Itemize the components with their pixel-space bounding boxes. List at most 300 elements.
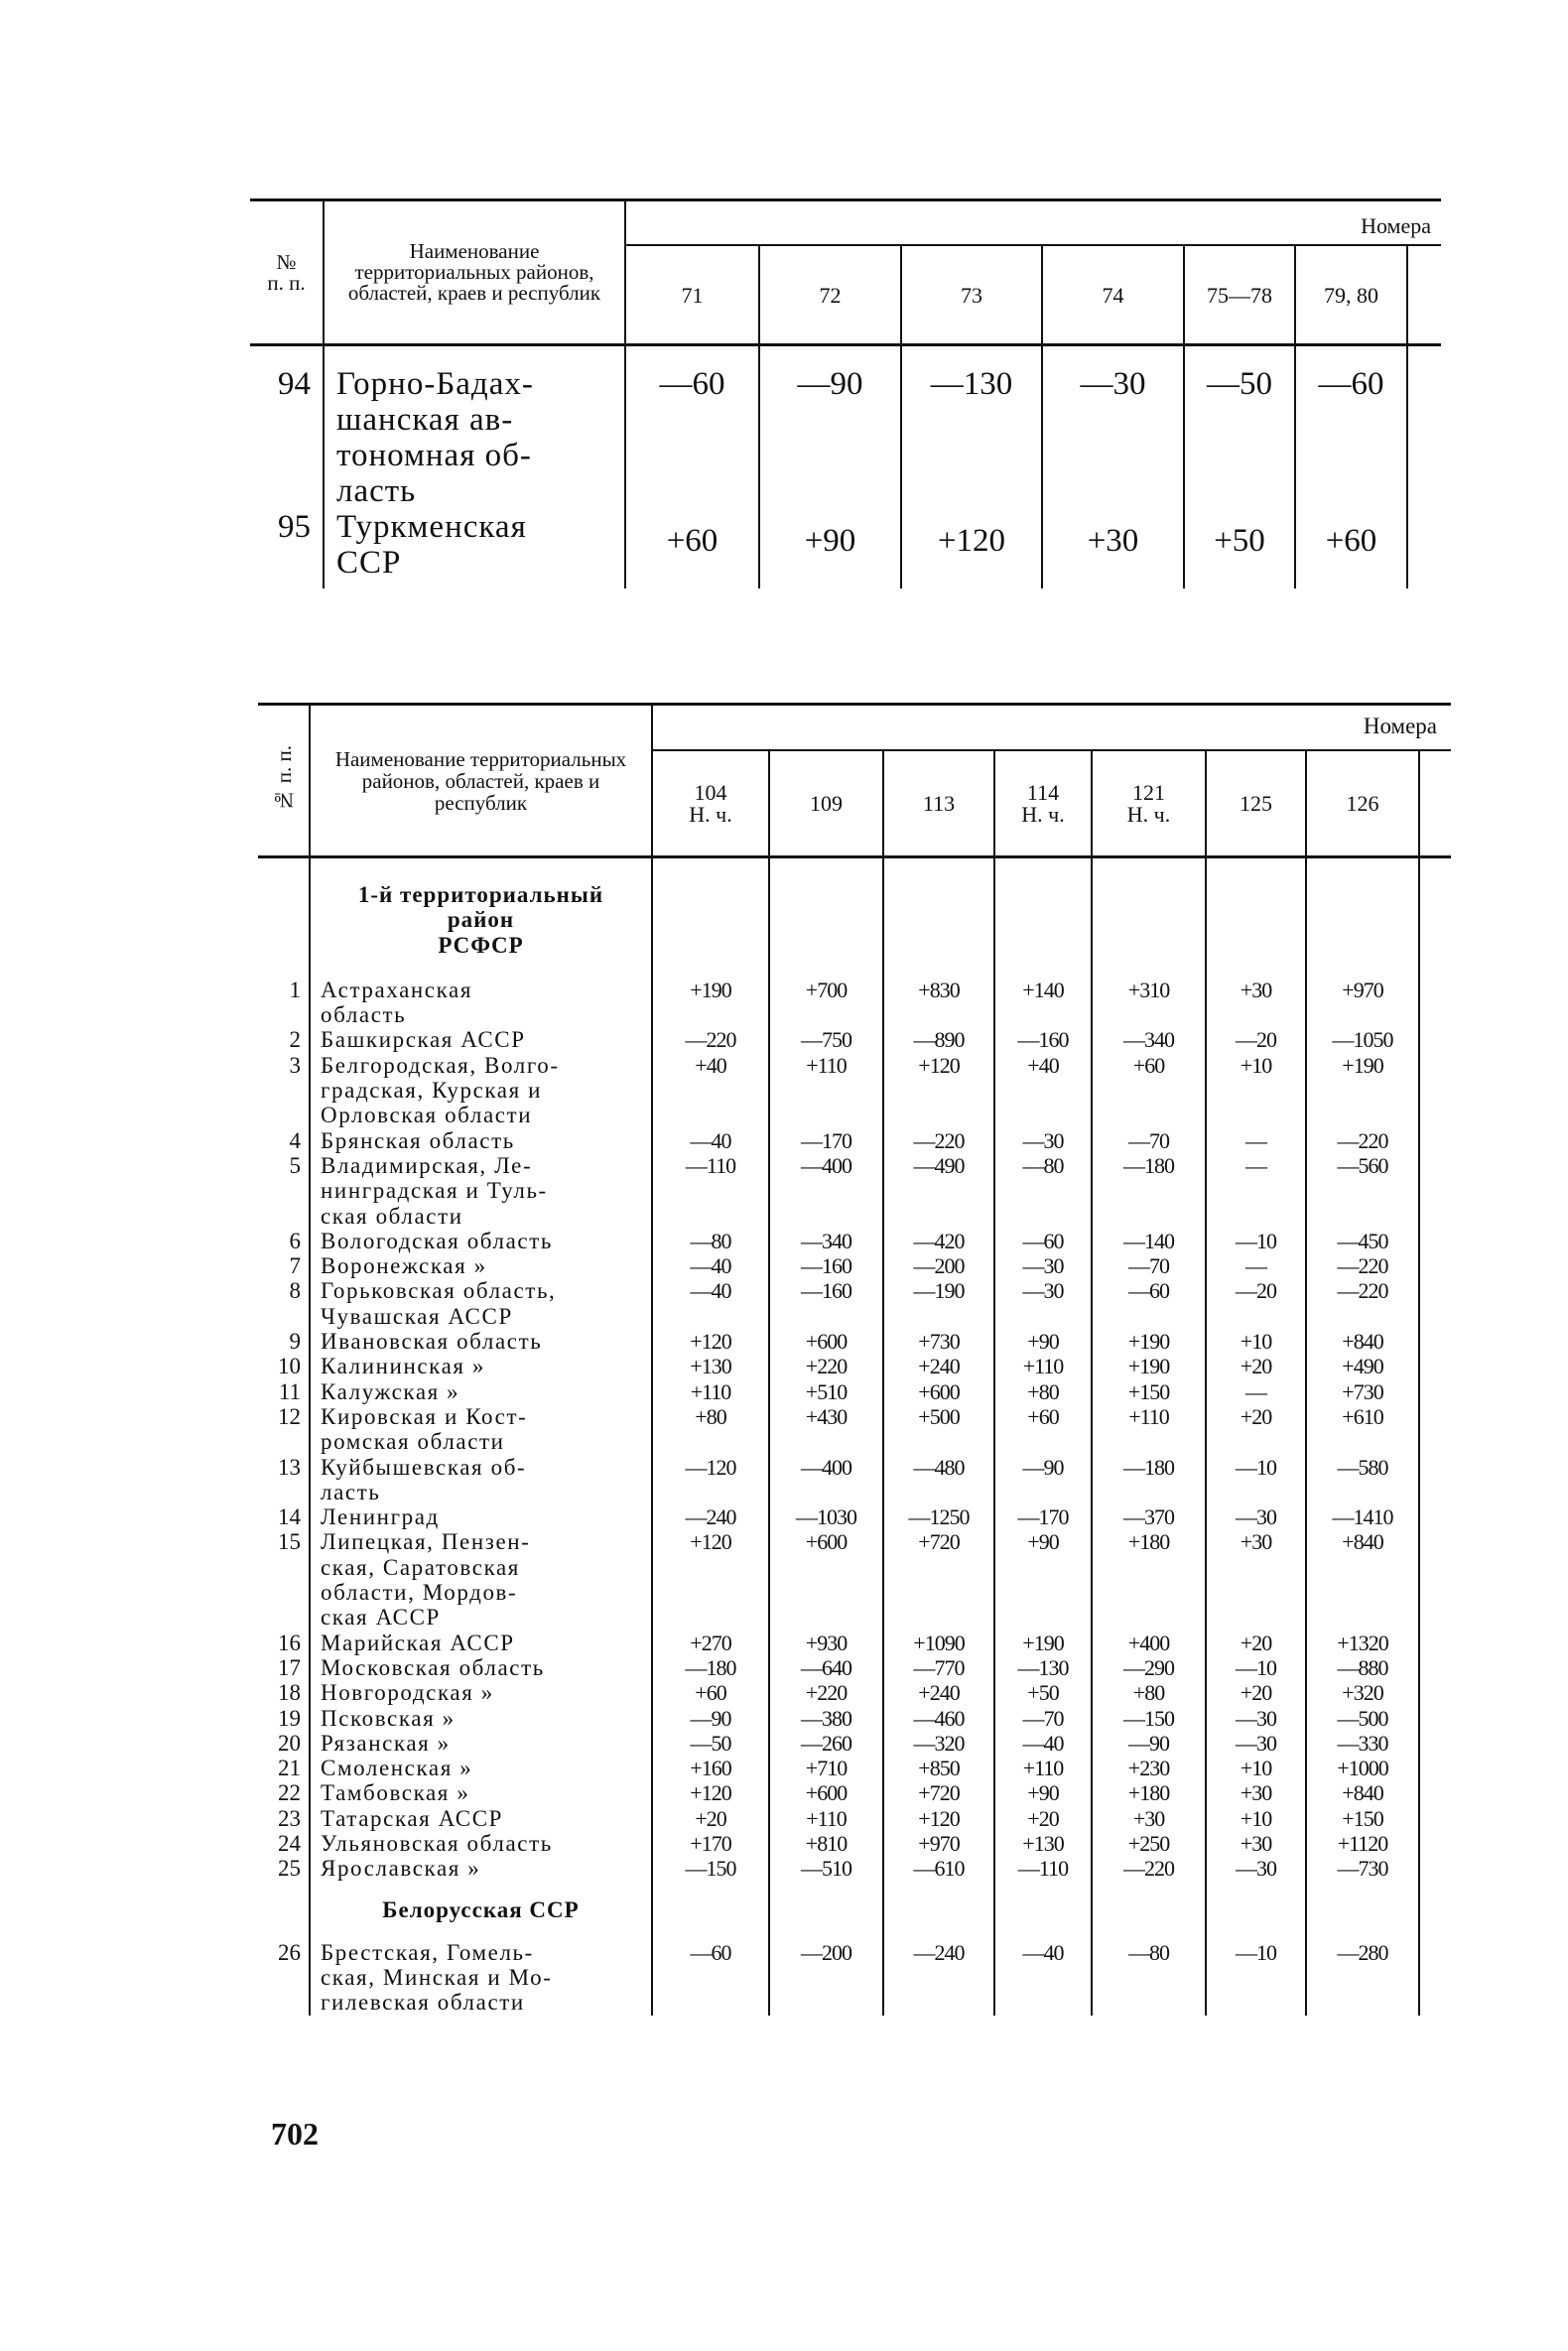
- table-row: [258, 1504, 1451, 1529]
- value-cell: +1090: [883, 1631, 994, 1655]
- column-header-number: [258, 705, 310, 857]
- column-header-2: 113: [883, 750, 994, 857]
- value-cell: +30: [1206, 1529, 1306, 1630]
- empty-cell: [1306, 857, 1419, 978]
- region-name: Новгородская »: [310, 1680, 652, 1705]
- spacer-cell: [1419, 1856, 1451, 1881]
- value-cell: +110: [769, 1053, 883, 1128]
- value-cell: +220: [769, 1680, 883, 1705]
- value-cell: +90: [994, 1329, 1092, 1354]
- table-row: [258, 1354, 1451, 1378]
- value-cell: —160: [994, 1027, 1092, 1052]
- empty-cell: [994, 857, 1092, 978]
- spacer-cell: [1419, 1504, 1451, 1529]
- regions-table-main: [258, 703, 1451, 2016]
- value-cell: +20: [994, 1806, 1092, 1831]
- table-row: [258, 1253, 1451, 1278]
- value-cell: —420: [883, 1229, 994, 1253]
- row-number: 20: [278, 1730, 301, 1756]
- value-cell: —90: [652, 1706, 769, 1731]
- value-cell: —340: [769, 1229, 883, 1253]
- value-cell: —130: [994, 1655, 1092, 1680]
- value-cell: +190: [1306, 1053, 1419, 1128]
- table-row: [258, 1053, 1451, 1128]
- table-row: [258, 1940, 1451, 2016]
- region-name: Воронежская »: [310, 1253, 652, 1278]
- value-cell: +840: [1306, 1780, 1419, 1805]
- table-row: [258, 1780, 1451, 1805]
- value-cell: —330: [1306, 1731, 1419, 1756]
- value-cell: +180: [1092, 1780, 1206, 1805]
- row-number: [258, 1882, 310, 1940]
- region-name: Владимирская, Ле- нинградская и Туль- ская области: [310, 1153, 652, 1229]
- value-cell: +110: [652, 1379, 769, 1404]
- spacer-cell: [1419, 1128, 1451, 1153]
- value-cell: +20: [1206, 1354, 1306, 1378]
- value-cell: —730: [1306, 1856, 1419, 1881]
- value-cell: +90: [994, 1780, 1092, 1805]
- row-number: 94: [278, 366, 311, 402]
- value-cell: —450: [1306, 1229, 1419, 1253]
- value-cell: —120: [652, 1455, 769, 1505]
- empty-cell: [994, 1882, 1092, 1940]
- row-number: 3: [289, 1052, 301, 1078]
- value-cell: —50: [652, 1731, 769, 1756]
- table-row: [258, 1379, 1451, 1404]
- section-title: Белорусская ССР: [310, 1882, 652, 1940]
- value-cell: —40: [994, 1940, 1092, 2016]
- value-cell: —: [1206, 1253, 1306, 1278]
- empty-cell: [769, 1882, 883, 1940]
- value-cell: —880: [1306, 1655, 1419, 1680]
- value-cell: —90: [759, 345, 901, 510]
- value-cell: +600: [769, 1529, 883, 1630]
- value-cell: —160: [769, 1278, 883, 1329]
- value-cell: +30: [1042, 509, 1184, 588]
- column-header-4: 121 Н. ч.: [1092, 750, 1206, 857]
- value-cell: —220: [883, 1128, 994, 1153]
- value-cell: +160: [652, 1756, 769, 1780]
- region-name: Тамбовская »: [310, 1780, 652, 1805]
- page-number: 702: [271, 2116, 319, 2152]
- region-name: Горьковская область, Чувашская АССР: [310, 1278, 652, 1329]
- value-cell: +190: [994, 1631, 1092, 1655]
- region-name: Белгородская, Волго- градская, Курская и Орловская области: [310, 1053, 652, 1128]
- spacer-cell: [1419, 1278, 1451, 1329]
- value-cell: —80: [652, 1229, 769, 1253]
- value-cell: —290: [1092, 1655, 1206, 1680]
- table-row: [258, 1404, 1451, 1455]
- column-header-6: 126: [1306, 750, 1419, 857]
- table-row: [258, 1631, 1451, 1655]
- section-header-row: [258, 1882, 1451, 1940]
- value-cell: —130: [901, 345, 1042, 510]
- row-number: 14: [278, 1504, 301, 1530]
- column-header-2: 73: [901, 245, 1042, 345]
- region-name: Татарская АССР: [310, 1806, 652, 1831]
- value-cell: +20: [1206, 1404, 1306, 1455]
- value-cell: +190: [652, 978, 769, 1028]
- value-cell: —30: [1042, 345, 1184, 510]
- value-cell: +190: [1092, 1329, 1206, 1354]
- value-cell: +270: [652, 1631, 769, 1655]
- value-cell: —500: [1306, 1706, 1419, 1731]
- row-number: 9: [289, 1329, 301, 1355]
- spacer-cell: [1419, 1379, 1451, 1404]
- value-cell: +730: [883, 1329, 994, 1354]
- spacer-cell: [1419, 1940, 1451, 2016]
- value-cell: —80: [994, 1153, 1092, 1229]
- empty-cell: [1306, 1882, 1419, 1940]
- row-number: 8: [289, 1278, 301, 1304]
- value-cell: +170: [652, 1831, 769, 1856]
- value-cell: +240: [883, 1680, 994, 1705]
- value-cell: +30: [1206, 978, 1306, 1028]
- value-cell: +190: [1092, 1354, 1206, 1378]
- value-cell: —30: [994, 1278, 1092, 1329]
- table-row: [258, 1806, 1451, 1831]
- row-number: 10: [278, 1354, 301, 1379]
- column-group-numbers: Номера: [625, 200, 1441, 246]
- value-cell: +10: [1206, 1329, 1306, 1354]
- value-cell: —20: [1206, 1278, 1306, 1329]
- region-name: Вологодская область: [310, 1229, 652, 1253]
- value-cell: —: [1206, 1379, 1306, 1404]
- value-cell: —190: [883, 1278, 994, 1329]
- value-cell: —480: [883, 1455, 994, 1505]
- column-header-spacer: [1419, 750, 1451, 857]
- spacer-cell: [1419, 1027, 1451, 1052]
- table-row: [258, 978, 1451, 1028]
- value-cell: +50: [1184, 509, 1295, 588]
- value-cell: +220: [769, 1354, 883, 1378]
- value-cell: —90: [994, 1455, 1092, 1505]
- column-header-3: 114 Н. ч.: [994, 750, 1092, 857]
- value-cell: —30: [994, 1128, 1092, 1153]
- value-cell: —: [1206, 1153, 1306, 1229]
- empty-cell: [1206, 1882, 1306, 1940]
- section-header-row: [258, 857, 1451, 978]
- column-header-5: 125: [1206, 750, 1306, 857]
- value-cell: +120: [652, 1529, 769, 1630]
- value-cell: +60: [1092, 1053, 1206, 1128]
- value-cell: —60: [652, 1940, 769, 2016]
- value-cell: —150: [1092, 1706, 1206, 1731]
- spacer-cell: [1419, 1706, 1451, 1731]
- value-cell: —770: [883, 1655, 994, 1680]
- value-cell: +600: [883, 1379, 994, 1404]
- value-cell: +40: [652, 1053, 769, 1128]
- value-cell: —260: [769, 1731, 883, 1756]
- value-cell: —40: [652, 1128, 769, 1153]
- spacer-cell: [1419, 1354, 1451, 1378]
- value-cell: +80: [1092, 1680, 1206, 1705]
- value-cell: —110: [652, 1153, 769, 1229]
- value-cell: +430: [769, 1404, 883, 1455]
- row-number: 13: [278, 1454, 301, 1480]
- value-cell: +310: [1092, 978, 1206, 1028]
- value-cell: +730: [1306, 1379, 1419, 1404]
- empty-cell: [1092, 1882, 1206, 1940]
- value-cell: +810: [769, 1831, 883, 1856]
- value-cell: +610: [1306, 1404, 1419, 1455]
- region-name: Горно-Бадах- шанская ав- тономная об- ласть: [324, 345, 625, 510]
- value-cell: —110: [994, 1856, 1092, 1881]
- value-cell: —40: [652, 1253, 769, 1278]
- region-name: Калининская »: [310, 1354, 652, 1378]
- value-cell: +120: [883, 1806, 994, 1831]
- value-cell: +600: [769, 1329, 883, 1354]
- value-cell: +60: [1295, 509, 1407, 588]
- row-number: 26: [278, 1939, 301, 1965]
- value-cell: —80: [1092, 1940, 1206, 2016]
- value-cell: +140: [994, 978, 1092, 1028]
- table-row: [258, 1455, 1451, 1505]
- empty-cell: [769, 857, 883, 978]
- value-cell: +600: [769, 1780, 883, 1805]
- row-number: 17: [278, 1654, 301, 1680]
- table-row: [258, 1278, 1451, 1329]
- row-number: 15: [278, 1529, 301, 1555]
- value-cell: +720: [883, 1529, 994, 1630]
- value-cell: +60: [994, 1404, 1092, 1455]
- column-header-name: Наименование территориальных районов, областей, краев и республик: [310, 705, 652, 857]
- value-cell: +110: [1092, 1404, 1206, 1455]
- value-cell: —30: [1206, 1706, 1306, 1731]
- value-cell: +1000: [1306, 1756, 1419, 1780]
- region-name: Марийская АССР: [310, 1631, 652, 1655]
- spacer-cell: [1419, 1631, 1451, 1655]
- spacer-cell: [1419, 1655, 1451, 1680]
- value-cell: —160: [769, 1253, 883, 1278]
- value-cell: +1120: [1306, 1831, 1419, 1856]
- value-cell: +490: [1306, 1354, 1419, 1378]
- row-number: 16: [278, 1630, 301, 1655]
- row-number: 2: [289, 1027, 301, 1053]
- column-header-5: 79, 80: [1295, 245, 1407, 345]
- row-number: 23: [278, 1805, 301, 1831]
- value-cell: —1030: [769, 1504, 883, 1529]
- value-cell: —240: [883, 1940, 994, 2016]
- regions-table-top: [250, 198, 1441, 588]
- spacer-cell: [1419, 1806, 1451, 1831]
- region-name: Липецкая, Пензен- ская, Саратовская области, Мордов- ская АССР: [310, 1529, 652, 1630]
- table-row: [250, 509, 1441, 588]
- value-cell: +510: [769, 1379, 883, 1404]
- region-name: Брянская область: [310, 1128, 652, 1153]
- table-row: [258, 1731, 1451, 1756]
- value-cell: —50: [1184, 345, 1295, 510]
- spacer-cell: [1407, 509, 1441, 588]
- spacer-cell: [1419, 1404, 1451, 1455]
- value-cell: +150: [1306, 1806, 1419, 1831]
- value-cell: +80: [652, 1404, 769, 1455]
- value-cell: +120: [883, 1053, 994, 1128]
- value-cell: +10: [1206, 1806, 1306, 1831]
- column-header-0: 71: [625, 245, 759, 345]
- value-cell: —1250: [883, 1504, 994, 1529]
- row-number: 25: [278, 1856, 301, 1882]
- row-number: 4: [289, 1127, 301, 1153]
- value-cell: —180: [1092, 1455, 1206, 1505]
- value-cell: —10: [1206, 1940, 1306, 2016]
- value-cell: —40: [652, 1278, 769, 1329]
- value-cell: +400: [1092, 1631, 1206, 1655]
- spacer-cell: [1419, 1455, 1451, 1505]
- value-cell: —180: [652, 1655, 769, 1680]
- value-cell: —30: [1206, 1504, 1306, 1529]
- value-cell: +120: [901, 509, 1042, 588]
- value-cell: —560: [1306, 1153, 1419, 1229]
- value-cell: +840: [1306, 1529, 1419, 1630]
- value-cell: +320: [1306, 1680, 1419, 1705]
- empty-cell: [883, 1882, 994, 1940]
- value-cell: —: [1206, 1128, 1306, 1153]
- value-cell: +130: [994, 1831, 1092, 1856]
- region-name: Кировская и Кост- ромская области: [310, 1404, 652, 1455]
- value-cell: —150: [652, 1856, 769, 1881]
- value-cell: —170: [994, 1504, 1092, 1529]
- value-cell: —370: [1092, 1504, 1206, 1529]
- row-number: 24: [278, 1830, 301, 1856]
- region-name: Ленинград: [310, 1504, 652, 1529]
- spacer-cell: [1407, 345, 1441, 510]
- column-header-4: 75—78: [1184, 245, 1295, 345]
- value-cell: +240: [883, 1354, 994, 1378]
- section-title: 1-й территориальный район РСФСР: [310, 857, 652, 978]
- value-cell: +30: [1092, 1806, 1206, 1831]
- region-name: Ульяновская область: [310, 1831, 652, 1856]
- spacer-cell: [1419, 1153, 1451, 1229]
- value-cell: +120: [652, 1329, 769, 1354]
- value-cell: +50: [994, 1680, 1092, 1705]
- region-name: Туркменская ССР: [324, 509, 625, 588]
- value-cell: +20: [1206, 1680, 1306, 1705]
- table-row: [258, 1529, 1451, 1630]
- value-cell: +150: [1092, 1379, 1206, 1404]
- value-cell: —170: [769, 1128, 883, 1153]
- empty-cell: [1206, 857, 1306, 978]
- value-cell: +500: [883, 1404, 994, 1455]
- value-cell: —580: [1306, 1455, 1419, 1505]
- value-cell: +110: [994, 1354, 1092, 1378]
- value-cell: +700: [769, 978, 883, 1028]
- region-name: Башкирская АССР: [310, 1027, 652, 1052]
- table-row: [258, 1831, 1451, 1856]
- value-cell: —890: [883, 1027, 994, 1052]
- column-header-number: № п. п.: [250, 200, 324, 345]
- value-cell: +970: [883, 1831, 994, 1856]
- table-row: [258, 1680, 1451, 1705]
- empty-cell: [1092, 857, 1206, 978]
- value-cell: +30: [1206, 1780, 1306, 1805]
- value-cell: —200: [883, 1253, 994, 1278]
- value-cell: —610: [883, 1856, 994, 1881]
- spacer-cell: [1419, 1831, 1451, 1856]
- value-cell: —380: [769, 1706, 883, 1731]
- value-cell: —340: [1092, 1027, 1206, 1052]
- value-cell: +20: [1206, 1631, 1306, 1655]
- value-cell: —490: [883, 1153, 994, 1229]
- value-cell: —1050: [1306, 1027, 1419, 1052]
- value-cell: +110: [769, 1806, 883, 1831]
- value-cell: —510: [769, 1856, 883, 1881]
- value-cell: —10: [1206, 1229, 1306, 1253]
- table-row: [258, 1329, 1451, 1354]
- table-row: [250, 345, 1441, 510]
- value-cell: —220: [1306, 1253, 1419, 1278]
- empty-cell: [1419, 1882, 1451, 1940]
- value-cell: +930: [769, 1631, 883, 1655]
- row-number: 1: [289, 977, 301, 1002]
- value-cell: —280: [1306, 1940, 1419, 2016]
- value-cell: —30: [994, 1253, 1092, 1278]
- column-header-3: 74: [1042, 245, 1184, 345]
- empty-cell: [883, 857, 994, 978]
- region-name: Смоленская »: [310, 1756, 652, 1780]
- value-cell: —220: [1306, 1278, 1419, 1329]
- row-number: 19: [278, 1705, 301, 1731]
- value-cell: —220: [652, 1027, 769, 1052]
- value-cell: —20: [1206, 1027, 1306, 1052]
- empty-cell: [1419, 857, 1451, 978]
- table-row: [258, 1128, 1451, 1153]
- value-cell: +180: [1092, 1529, 1206, 1630]
- value-cell: —640: [769, 1655, 883, 1680]
- column-header-0: 104 Н. ч.: [652, 750, 769, 857]
- spacer-cell: [1419, 1780, 1451, 1805]
- column-header-number-text: № п. п.: [271, 744, 296, 813]
- value-cell: —400: [769, 1153, 883, 1229]
- value-cell: +30: [1206, 1831, 1306, 1856]
- value-cell: —30: [1206, 1856, 1306, 1881]
- spacer-cell: [1419, 1253, 1451, 1278]
- value-cell: —30: [1206, 1731, 1306, 1756]
- region-name: Калужская »: [310, 1379, 652, 1404]
- table-row: [258, 1706, 1451, 1731]
- value-cell: —10: [1206, 1655, 1306, 1680]
- value-cell: +710: [769, 1756, 883, 1780]
- table-row: [258, 1027, 1451, 1052]
- column-group-numbers: Номера: [652, 705, 1451, 751]
- value-cell: —200: [769, 1940, 883, 2016]
- region-name: Рязанская »: [310, 1731, 652, 1756]
- value-cell: —750: [769, 1027, 883, 1052]
- value-cell: +60: [652, 1680, 769, 1705]
- spacer-cell: [1419, 1529, 1451, 1630]
- value-cell: +720: [883, 1780, 994, 1805]
- value-cell: —40: [994, 1731, 1092, 1756]
- value-cell: —240: [652, 1504, 769, 1529]
- value-cell: +60: [625, 509, 759, 588]
- row-number: 22: [278, 1780, 301, 1806]
- value-cell: —460: [883, 1706, 994, 1731]
- spacer-cell: [1419, 1756, 1451, 1780]
- value-cell: —60: [994, 1229, 1092, 1253]
- value-cell: +20: [652, 1806, 769, 1831]
- value-cell: +90: [759, 509, 901, 588]
- spacer-cell: [1419, 1680, 1451, 1705]
- value-cell: +10: [1206, 1053, 1306, 1128]
- region-name: Московская область: [310, 1655, 652, 1680]
- table-row: [258, 1856, 1451, 1881]
- value-cell: +970: [1306, 978, 1419, 1028]
- value-cell: —180: [1092, 1153, 1206, 1229]
- region-name: Астраханская область: [310, 978, 652, 1028]
- value-cell: +80: [994, 1379, 1092, 1404]
- row-number: [258, 857, 310, 978]
- table-row: [258, 1153, 1451, 1229]
